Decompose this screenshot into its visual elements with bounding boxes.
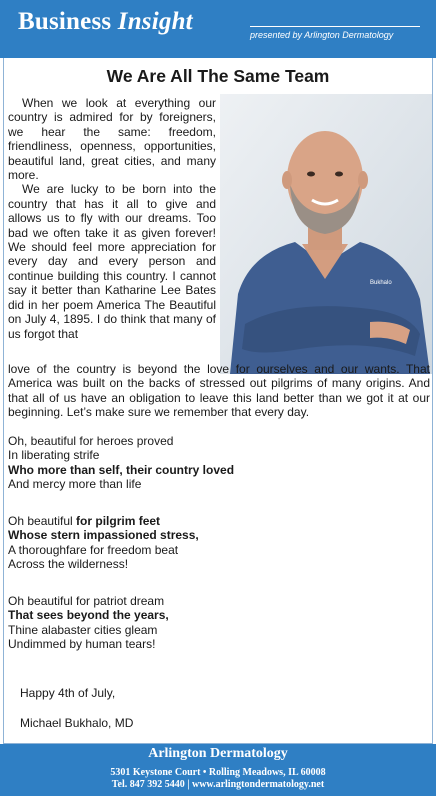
footer-address: 5301 Keystone Court • Rolling Meadows, IL 60008 (110, 767, 326, 778)
poem-stanza-1 (8, 434, 234, 492)
presented-by: presented by Arlington Dermatology (250, 30, 394, 40)
poem-line: That sees beyond the years, (8, 608, 169, 623)
doctor-illustration (220, 94, 432, 374)
paragraph-2-full: love of the country is beyond the love for ourselves and our wants. That America was built on the backs of stressed out pilgrims of many origins. And that all of us have an obligation to leave this land better than we got it at our beginning. Let’s make sure we remember that every day. (8, 362, 430, 420)
header-rule (250, 26, 420, 27)
closing-greeting: Happy 4th of July, (20, 686, 116, 700)
paragraph-1: When we look at everything our country is admired for by foreigners, we hear the same: freedom, friendliness, openness, opportunities, beautiful land, great cities, and many more. (8, 96, 216, 183)
poem-line: Thine alabaster cities gleam (8, 622, 158, 637)
poem-line: Oh beautiful for patriot dream (8, 594, 165, 608)
article-title: We Are All The Same Team (106, 66, 330, 86)
doctor-photo (220, 94, 432, 374)
footer-practice-name: Arlington Dermatology (148, 746, 288, 761)
poem-stanza-2 (8, 514, 199, 572)
poem-line: Who more than self, their country loved (8, 462, 235, 477)
header-banner (0, 0, 436, 58)
article-left-column (8, 96, 216, 341)
poem-line: Undimmed by human tears! (8, 637, 156, 652)
poem-line: Oh, beautiful for heroes proved (8, 434, 174, 448)
paragraph-2-left: We are lucky to be born into the country that has it all to give and allows us to fly with our dreams. Too bad we often take it as given forever! We should feel more appreciation for every day and every person and continue building this country. I cannot say it better than Katharine Lee Bates did in her poem America The Beautiful on July 4, 1895. I do think that many of us forgot that (8, 182, 216, 341)
brand-title: Business Insight (18, 8, 193, 35)
poem-line: A thoroughfare for freedom beat (8, 542, 179, 557)
footer-contact: Tel. 847 392 5440 | www.arlingtondermatology.net (111, 779, 325, 790)
poem-line: Across the wilderness! (8, 557, 129, 572)
signature: Michael Bukhalo, MD (20, 716, 134, 730)
footer-banner (0, 744, 436, 796)
poem-line: And mercy more than life (8, 477, 142, 492)
poem-stanza-3 (8, 594, 169, 652)
coat-logo-text: Bukhalo (370, 280, 392, 286)
poem-line: In liberating strife (8, 448, 100, 463)
poem-line: Whose stern impassioned stress, (8, 528, 199, 543)
poem-line: Oh beautiful for pilgrim feet (8, 514, 161, 528)
